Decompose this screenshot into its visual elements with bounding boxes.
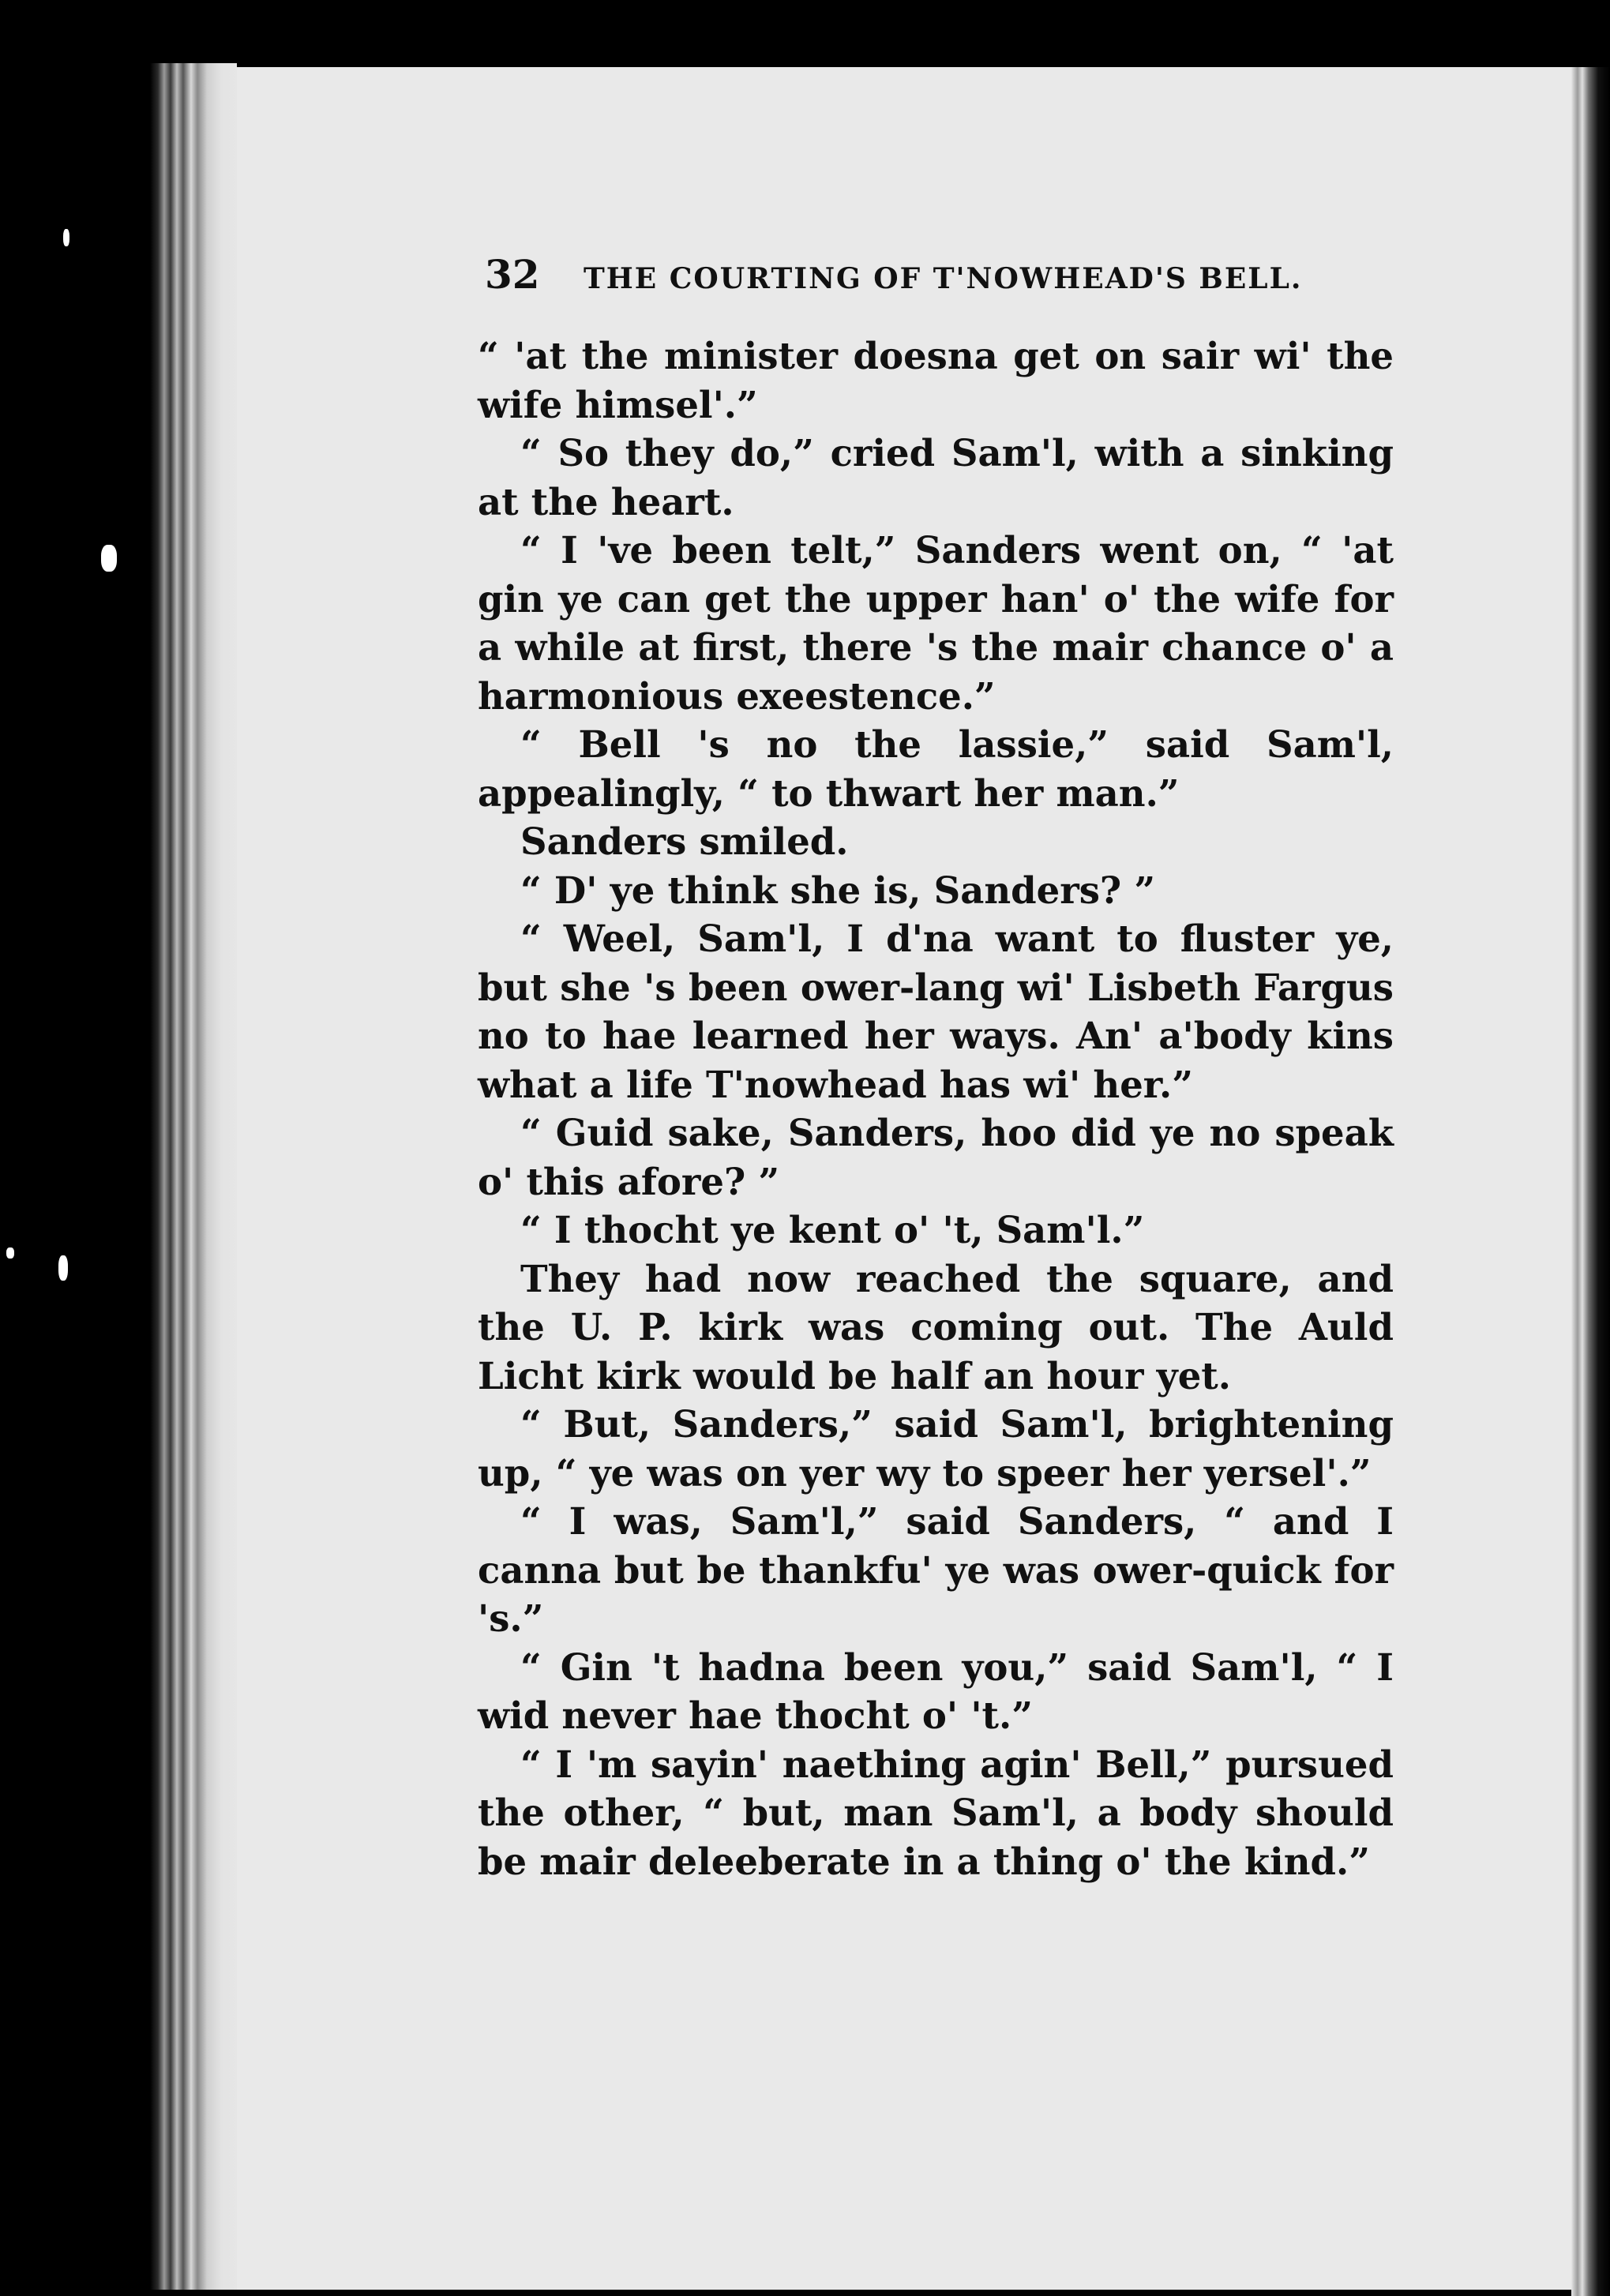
page-number: 32 (485, 251, 540, 298)
book-binding (150, 63, 237, 2290)
body-text (478, 332, 1394, 1885)
paragraph: “ But, Sanders,” said Sam'l, brightening up, “ ye was on yer wy to speer her yersel'.” (478, 1402, 1394, 1495)
paragraph: “ I 've been telt,” Sanders went on, “ 'at gin ye can get the upper han' o' the wife for a while at first, there 's the mair chance o' a harmonious exeestence.” (478, 528, 1394, 718)
paragraph: “ Weel, Sam'l, I d'na want to fluster ye, but she 's been ower-lang wi' Lisbeth Fargus no to hae learned her ways. An' a'body kins what a life T'nowhead has wi' her.” (478, 917, 1394, 1106)
paragraph: “ I thocht ye kent o' 't, Sam'l.” (520, 1208, 1145, 1251)
paragraph: “ So they do,” cried Sam'l, with a sinking at the heart. (478, 431, 1394, 523)
paragraph: “ Bell 's no the lassie,” said Sam'l, appealingly, “ to thwart her man.” (478, 722, 1394, 815)
running-title: THE COURTING OF T'NOWHEAD'S BELL. (584, 262, 1303, 295)
paragraph: “ I 'm sayin' naething agin' Bell,” pursued the other, “ but, man Sam'l, a body should be mair deleeberate in a thing o' the kind.” (478, 1742, 1394, 1883)
paragraph: They had now reached the square, and the U. P. kirk was coming out. The Auld Licht kirk would be half an hour yet. (478, 1256, 1394, 1397)
scan-speck (6, 1247, 14, 1259)
paragraph: “ D' ye think she is, Sanders? ” (520, 868, 1156, 912)
scan-speck (63, 229, 69, 246)
page-header (485, 251, 1393, 306)
paragraph: “ 'at the minister doesna get on sair wi' the wife himsel'.” (478, 334, 1394, 426)
scan-speck (58, 1255, 68, 1281)
paragraph: Sanders smiled. (520, 820, 849, 863)
paragraph: “ Guid sake, Sanders, hoo did ye no speak o' this afore? ” (478, 1111, 1394, 1203)
scan-speck (101, 545, 117, 572)
page-edge (1571, 67, 1610, 2296)
paragraph: “ I was, Sam'l,” said Sanders, “ and I canna but be thankfu' ye was ower-quick for 's.” (478, 1499, 1394, 1640)
paragraph: “ Gin 't hadna been you,” said Sam'l, “ I wid never hae thocht o' 't.” (478, 1645, 1394, 1737)
